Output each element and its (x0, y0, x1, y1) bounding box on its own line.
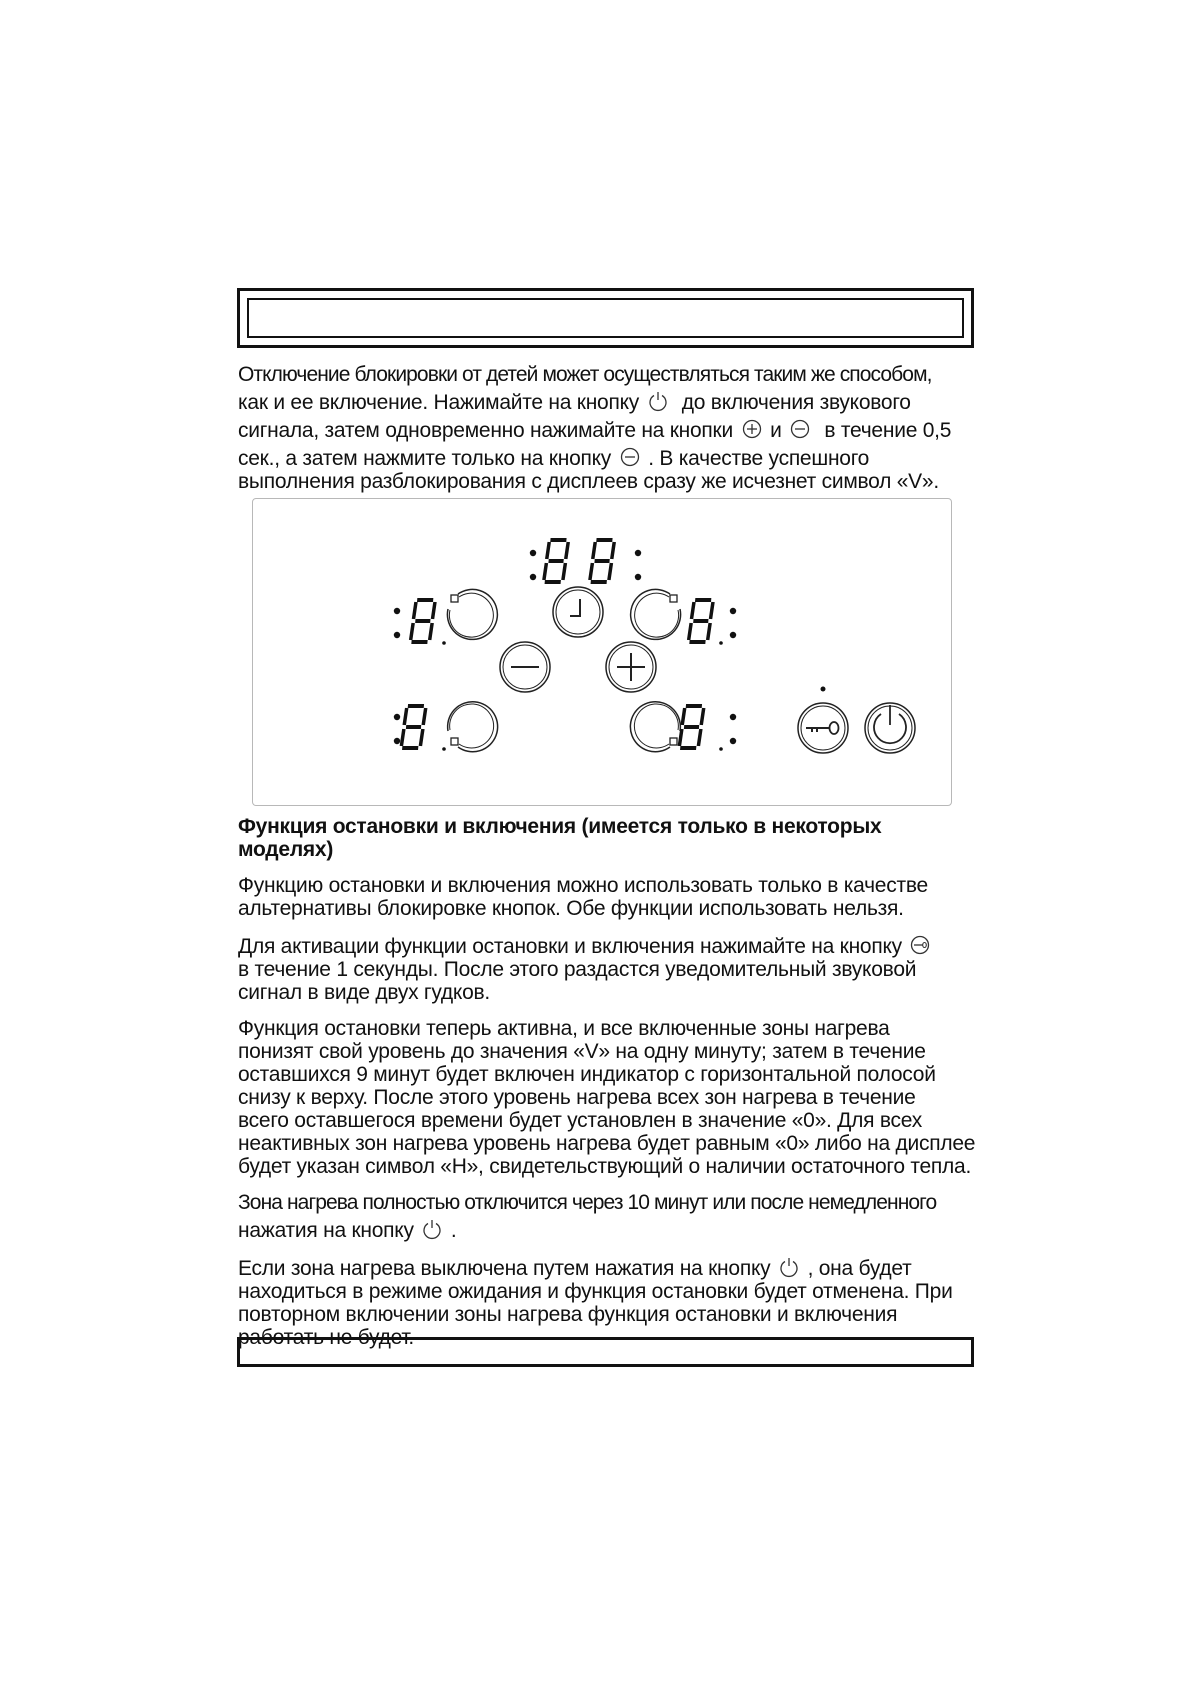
unlock-line-5: выполнения разблокирования с дисплеев сразу же исчезнет символ «V». (238, 470, 939, 493)
paragraph-2: Для активации функции остановки и включения нажимайте на кнопку в течение 1 секунды. После этого раздастся уведомительный звуковой сигнал в виде двух гудков. (238, 934, 978, 1004)
unlock-paragraph (238, 363, 978, 493)
power-icon (778, 1256, 800, 1278)
power-icon (647, 390, 669, 412)
zone-indicator (451, 595, 458, 602)
zone-indicator (670, 738, 677, 745)
unlock-line-3: сигнала, затем одновременно нажимайте на кнопки и в течение 0,5 (238, 419, 952, 442)
control-panel-illustration (252, 498, 952, 806)
section-header-frame (237, 288, 974, 348)
stop-go-section (238, 815, 978, 1349)
zone-indicator (670, 595, 677, 602)
zone-display-top-left (394, 600, 446, 650)
section-footer-frame (237, 1337, 974, 1367)
paragraph-4: Зона нагрева полностью отключится через 10 минут или после немедленного нажатия на кнопку . (238, 1191, 937, 1242)
section-heading-line-1: Функция остановки и включения (имеется только в некоторых (238, 815, 882, 838)
minus-button[interactable] (500, 642, 550, 692)
key-icon (909, 934, 931, 956)
zone-display-bottom-left (394, 706, 446, 751)
zone-button-bottom-left[interactable] (448, 702, 498, 752)
paragraph-1: Функцию остановки и включения можно использовать только в качестве альтернативы блокировке кнопок. Обе функции использовать нельзя. (238, 874, 928, 920)
plus-button[interactable] (606, 642, 656, 692)
lock-indicator-dot (821, 687, 826, 692)
power-button[interactable] (865, 703, 915, 753)
zone-display-bottom-right (679, 706, 736, 751)
zone-indicator (451, 738, 458, 745)
zone-digit: 8 (423, 648, 425, 650)
key-icon (806, 722, 839, 734)
minus-icon (789, 418, 811, 440)
unlock-line-1: Отключение блокировки от детей может осуществляться таким же способом, (238, 363, 932, 386)
minus-icon (619, 446, 641, 468)
section-heading-line-2: моделях) (238, 838, 334, 861)
paragraph-5: Если зона нагрева выключена путем нажатия на кнопку , она будет находиться в режиме ожидания и функция остановки будет отменена. При повторном включении зоны нагрева функция остановки и включения работать не будет. (238, 1257, 953, 1349)
lock-button[interactable] (798, 703, 848, 753)
zone-button-top-left[interactable] (447, 589, 497, 639)
paragraph-3: Функция остановки теперь активна, и все включенные зоны нагрева понизят свой уровень до значения «V» на одну минуту; затем в течение оставшихся 9 минут будет включен индикатор с горизонтальной полосой снизу к верху. После этого уровень нагрева всех зон нагрева в течение всего оставшегося времени будет установлен в значение «0». Для всех неактивных зон нагрева уровень нагрева будет равным «0» либо на дисплее будет указан символ «H», свидетельствующий о наличии остаточного тепла. (238, 1017, 976, 1178)
power-icon (421, 1218, 443, 1240)
zone-display-top-right (688, 600, 736, 645)
timer-button[interactable] (553, 587, 603, 637)
zone-button-top-right[interactable] (631, 589, 681, 639)
unlock-line-4: сек., а затем нажмите только на кнопку . В качестве успешного (238, 447, 870, 470)
timer-digits: 88 (593, 588, 596, 590)
zone-button-bottom-right[interactable] (630, 702, 680, 752)
timer-display (530, 540, 641, 590)
unlock-line-2: как и ее включение. Нажимайте на кнопку до включения звукового (238, 391, 911, 414)
clock-icon (570, 599, 580, 616)
plus-icon (741, 418, 763, 440)
